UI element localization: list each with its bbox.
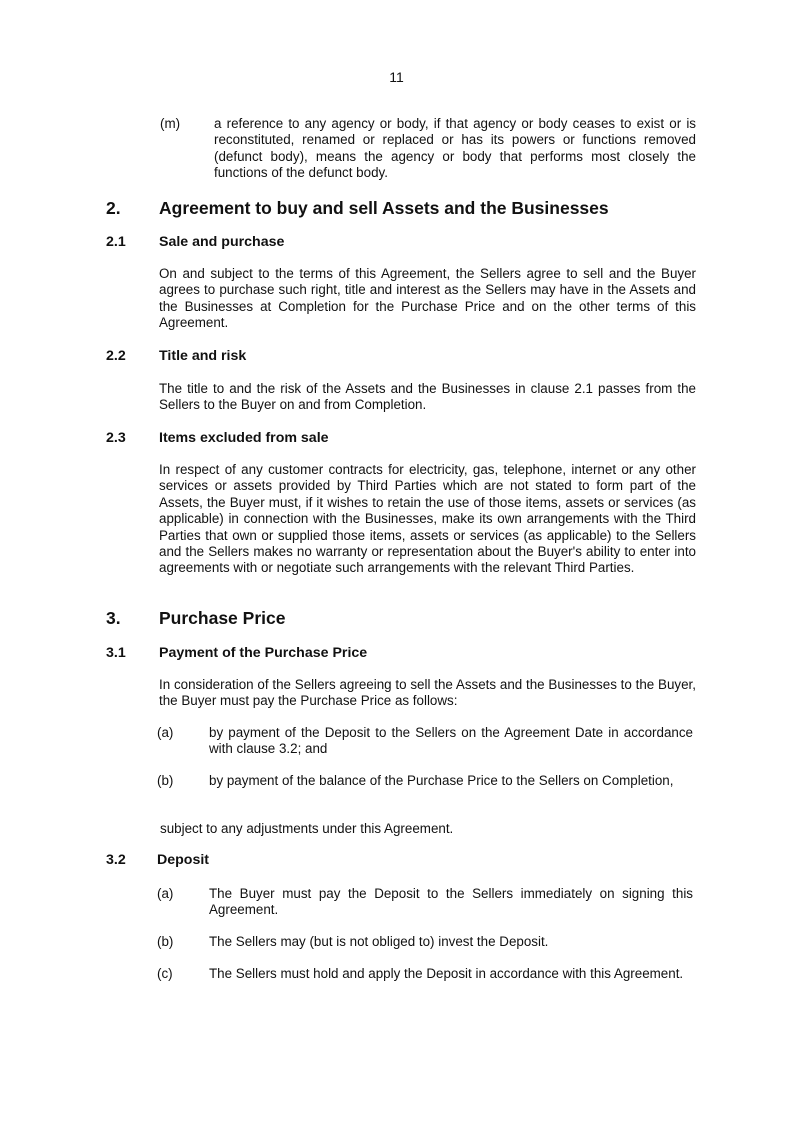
clause-title: Title and risk [159,348,247,364]
list-item-text: a reference to any agency or body, if that agency or body ceases to exist or is reconstituted, renamed or replaced or has its powers or functions removed (defunct body), means the agency or body that performs most closely the functions of the defunct body. [214,116,696,181]
list-item-text: The Sellers must hold and apply the Deposit in accordance with this Agreement. [209,966,684,981]
list-item-label: (c) [157,966,173,981]
clause-number: 2.3 [106,430,126,446]
clause-closing-text: subject to any adjustments under this Agreement. [160,821,454,836]
list-item-label: (a) [157,725,174,740]
clause-text: The title to and the risk of the Assets and the Businesses in clause 2.1 passes from the Sellers to the Buyer on and from Completion. [159,381,696,413]
clause-title: Sale and purchase [159,234,285,250]
list-item-label: (m) [160,116,181,131]
list-item-label: (a) [157,886,174,901]
list-item-label: (b) [157,773,174,788]
list-item-text: The Buyer must pay the Deposit to the Sellers immediately on signing this Agreement. [209,886,693,918]
list-item-text: by payment of the balance of the Purchase Price to the Sellers on Completion, [209,773,674,788]
clause-title: Deposit [157,852,210,868]
list-item-text: by payment of the Deposit to the Sellers on the Agreement Date in accordance with clause 3.2; and [209,725,693,757]
clause-title: Payment of the Purchase Price [159,645,368,661]
section-title: Purchase Price [159,608,286,628]
clause-text: In consideration of the Sellers agreeing to sell the Assets and the Businesses to the Buyer, the Buyer must pay the Purchase Price as follows: [159,677,696,709]
page-number: 11 [389,69,404,85]
section-title: Agreement to buy and sell Assets and the Businesses [159,198,609,218]
section-number: 2. [106,198,121,218]
clause-number: 3.1 [106,645,126,661]
section-number: 3. [106,608,121,628]
list-item-text: The Sellers may (but is not obliged to) invest the Deposit. [209,934,549,949]
clause-number: 2.1 [106,234,126,250]
clause-text: On and subject to the terms of this Agreement, the Sellers agree to sell and the Buyer agrees to purchase such right, title and interest as the Sellers may have in the Assets and the Businesses at Completion for the Purchase Price and on the other terms of this Agreement. [159,266,696,331]
clause-number: 2.2 [106,348,126,364]
clause-text: In respect of any customer contracts for electricity, gas, telephone, internet or any other services or assets provided by Third Parties which are not stated to form part of the Assets, the Buyer must, if it wishes to retain the use of those items, assets or services (as applicable) in connection with the Businesses, make its own arrangements with the Third Parties that own or supplied those items, assets or services (as applicable) to the Sellers and the Sellers makes no warranty or representation about the Buyer's ability to enter into agreements with or negotiate such arrangements with the relevant Third Parties. [159,462,696,576]
list-item-label: (b) [157,934,174,949]
clause-number: 3.2 [106,852,126,868]
clause-title: Items excluded from sale [159,430,329,446]
